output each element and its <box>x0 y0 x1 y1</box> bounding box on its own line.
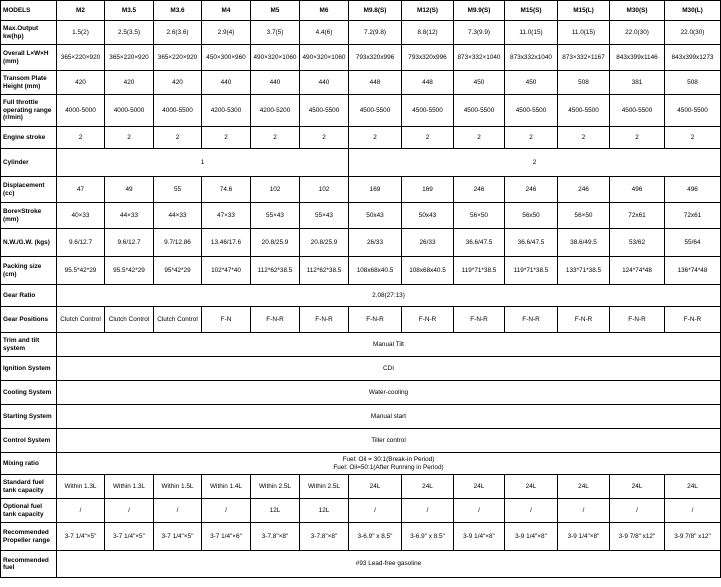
spec-cell: 381 <box>610 71 665 95</box>
spec-cell: / <box>349 499 402 523</box>
spec-cell: 3-7.8"×8" <box>251 523 300 551</box>
spec-cell: 136*74*48 <box>665 257 721 285</box>
spec-cell: 3-9 7/8" x12" <box>665 523 721 551</box>
spec-cell: 2 <box>558 127 610 149</box>
spec-cell: 3-7.8"×8" <box>300 523 349 551</box>
spec-label: Bore×Stroke (mm) <box>1 203 57 229</box>
spec-label: Max.Output kw(hp) <box>1 21 57 45</box>
spec-cell: F-N-R <box>505 307 558 333</box>
spec-cell: 3-7 1/4"×6" <box>202 523 251 551</box>
spec-cell: 9.6/12.7 <box>57 229 105 257</box>
spec-cell: Within 2.5L <box>300 475 349 499</box>
spec-row <box>1 21 721 45</box>
spec-cell: 3-9 1/4"×8" <box>454 523 505 551</box>
spec-label: Gear Positions <box>1 307 57 333</box>
model-header-m2: M2 <box>57 1 105 21</box>
spec-span-cell: Manual start <box>57 405 721 429</box>
spec-cell: Within 1.3L <box>105 475 154 499</box>
spec-cell: 843x399x1273 <box>665 45 721 71</box>
model-header-m3-6: M3.6 <box>154 1 202 21</box>
spec-label: Cooling System <box>1 381 57 405</box>
spec-cell: Within 1.3L <box>57 475 105 499</box>
spec-cell: 2.6(3.6) <box>154 21 202 45</box>
spec-cell: 793x320x996 <box>402 45 454 71</box>
spec-cell: 47×33 <box>202 203 251 229</box>
spec-cell: 22.0(30) <box>610 21 665 45</box>
model-header-m4: M4 <box>202 1 251 21</box>
spec-cell: 4500-5500 <box>610 95 665 127</box>
spec-cell: 112*62*38.5 <box>251 257 300 285</box>
spec-cell: 2 <box>610 127 665 149</box>
spec-cell: 2.5(3.5) <box>105 21 154 45</box>
spec-cell: 55 <box>154 177 202 203</box>
spec-cell: 4500-5500 <box>300 95 349 127</box>
model-header-m15-l: M15(L) <box>558 1 610 21</box>
spec-cell: Clutch Control <box>105 307 154 333</box>
spec-cell: 55/64 <box>665 229 721 257</box>
spec-body <box>1 21 721 578</box>
spec-cell: 440 <box>300 71 349 95</box>
model-header-m30-l: M30(L) <box>665 1 721 21</box>
spec-cell: 2 <box>300 127 349 149</box>
spec-label: Control System <box>1 429 57 453</box>
spec-cell: 50x43 <box>402 203 454 229</box>
model-header-m5: M5 <box>251 1 300 21</box>
spec-cell: 1.5(2) <box>57 21 105 45</box>
spec-cell: 36.6/47.5 <box>454 229 505 257</box>
spec-cell: 440 <box>251 71 300 95</box>
spec-cell: / <box>558 499 610 523</box>
spec-cell: / <box>402 499 454 523</box>
spec-cell: 11.0(15) <box>505 21 558 45</box>
spec-cell: 8.8(12) <box>402 21 454 45</box>
spec-cell: 12L <box>300 499 349 523</box>
spec-cell: 2 <box>454 127 505 149</box>
spec-label: Full throttle operating range (r/min) <box>1 95 57 127</box>
spec-row <box>1 229 721 257</box>
spec-cell: 102 <box>300 177 349 203</box>
spec-span-cell: Manual Tilt <box>57 333 721 357</box>
spec-cell: 3-9 1/4"×8" <box>505 523 558 551</box>
spec-label: Packing size (cm) <box>1 257 57 285</box>
model-header-m12-s: M12(S) <box>402 1 454 21</box>
spec-cell: 55×43 <box>300 203 349 229</box>
spec-cell: 24L <box>610 475 665 499</box>
spec-row <box>1 71 721 95</box>
spec-cell: 102 <box>251 177 300 203</box>
spec-cell: 7.2(9.8) <box>349 21 402 45</box>
spec-cell: 22.0(30) <box>665 21 721 45</box>
spec-cell: 496 <box>610 177 665 203</box>
spec-cell: 2.9(4) <box>202 21 251 45</box>
spec-cell: Within 2.5L <box>251 475 300 499</box>
spec-cell: 4000-5000 <box>105 95 154 127</box>
spec-row <box>1 257 721 285</box>
model-header-m30-s: M30(S) <box>610 1 665 21</box>
spec-cell: 3-9 7/8" x12" <box>610 523 665 551</box>
spec-cell: / <box>454 499 505 523</box>
spec-span-cell: Fuel: Oil = 30:1(Break-in Period) Fuel: Oil=50:1(After Running in Period) <box>57 453 721 475</box>
spec-cell: 36.6/47.5 <box>505 229 558 257</box>
spec-label: Starting System <box>1 405 57 429</box>
spec-cell: 365×220×920 <box>105 45 154 71</box>
spec-label: Standard fuel tank capacity <box>1 475 57 499</box>
spec-cell: 4000-5500 <box>154 95 202 127</box>
spec-cell: 420 <box>57 71 105 95</box>
spec-cell: 24L <box>505 475 558 499</box>
spec-cell: 4500-5500 <box>665 95 721 127</box>
spec-cell: 4000-5000 <box>57 95 105 127</box>
spec-cell: 2 <box>105 127 154 149</box>
spec-cell: 4200-5200 <box>251 95 300 127</box>
spec-cell: F-N-R <box>251 307 300 333</box>
spec-cell: 793x320x996 <box>349 45 402 71</box>
spec-cell: 119*71*38.5 <box>454 257 505 285</box>
spec-row <box>1 499 721 523</box>
spec-cell: F-N-R <box>300 307 349 333</box>
spec-cell: 4500-5500 <box>558 95 610 127</box>
spec-cell: 3-7 1/4"×5" <box>57 523 105 551</box>
spec-cell: 873×332×1167 <box>558 45 610 71</box>
spec-cell: 448 <box>349 71 402 95</box>
spec-cell: / <box>202 499 251 523</box>
spec-span-cell: CDI <box>57 357 721 381</box>
spec-cell: F-N-R <box>349 307 402 333</box>
spec-cell: 508 <box>558 71 610 95</box>
spec-cell: 3-7 1/4"×5" <box>105 523 154 551</box>
spec-row <box>1 95 721 127</box>
spec-cell: 169 <box>402 177 454 203</box>
spec-cell: 2 <box>402 127 454 149</box>
model-header-m6: M6 <box>300 1 349 21</box>
spec-cell: 3-7 1/4"×5" <box>154 523 202 551</box>
spec-cell: 450 <box>505 71 558 95</box>
spec-span-cell: 2 <box>349 149 721 177</box>
spec-cell: 2 <box>665 127 721 149</box>
spec-label: Displacement (cc) <box>1 177 57 203</box>
spec-cell: F-N-R <box>665 307 721 333</box>
spec-cell: / <box>665 499 721 523</box>
model-header-m9-8-s: M9.8(S) <box>349 1 402 21</box>
spec-cell: F-N-R <box>558 307 610 333</box>
spec-cell: F-N-R <box>610 307 665 333</box>
spec-cell: 365×220×920 <box>57 45 105 71</box>
spec-label: Overall L×W×H (mm) <box>1 45 57 71</box>
spec-cell: 49 <box>105 177 154 203</box>
spec-cell: 448 <box>402 71 454 95</box>
spec-label: Transom Plate Height (mm) <box>1 71 57 95</box>
spec-cell: 50x43 <box>349 203 402 229</box>
spec-row <box>1 405 721 429</box>
spec-cell: 26/33 <box>349 229 402 257</box>
spec-cell: 44×33 <box>154 203 202 229</box>
spec-cell: 450×300×960 <box>202 45 251 71</box>
model-header-m9-9-s: M9.9(S) <box>454 1 505 21</box>
model-header-m3-5: M3.5 <box>105 1 154 21</box>
spec-row <box>1 357 721 381</box>
spec-cell: 420 <box>105 71 154 95</box>
spec-cell: 124*74*48 <box>610 257 665 285</box>
spec-cell: 843x399x1146 <box>610 45 665 71</box>
spec-span-cell: 1 <box>57 149 349 177</box>
spec-cell: / <box>154 499 202 523</box>
spec-cell: 490×320×1060 <box>300 45 349 71</box>
spec-cell: F-N-R <box>402 307 454 333</box>
spec-cell: 420 <box>154 71 202 95</box>
spec-cell: 56×50 <box>558 203 610 229</box>
spec-cell: 3-9 1/4"×8" <box>558 523 610 551</box>
spec-row <box>1 429 721 453</box>
spec-cell: Within 1.5L <box>154 475 202 499</box>
spec-cell: 95.5*42*29 <box>57 257 105 285</box>
spec-cell: 4500-5500 <box>505 95 558 127</box>
spec-cell: / <box>105 499 154 523</box>
spec-cell: 24L <box>454 475 505 499</box>
spec-row <box>1 307 721 333</box>
spec-cell: 44×33 <box>105 203 154 229</box>
spec-cell: 873x332x1040 <box>505 45 558 71</box>
spec-cell: Clutch Control <box>57 307 105 333</box>
spec-cell: 365×220×920 <box>154 45 202 71</box>
spec-cell: 108x68x40.5 <box>402 257 454 285</box>
spec-cell: 24L <box>665 475 721 499</box>
spec-cell: 508 <box>665 71 721 95</box>
spec-cell: / <box>610 499 665 523</box>
spec-cell: 55×43 <box>251 203 300 229</box>
spec-row <box>1 551 721 578</box>
spec-span-cell: 2.08(27:13) <box>57 285 721 307</box>
spec-cell: 246 <box>505 177 558 203</box>
spec-cell: 20.8/25.9 <box>300 229 349 257</box>
spec-cell: F-N <box>202 307 251 333</box>
spec-cell: F-N-R <box>454 307 505 333</box>
spec-label: N.W./G.W. (kgs) <box>1 229 57 257</box>
spec-cell: 20.8/25.9 <box>251 229 300 257</box>
spec-row <box>1 453 721 475</box>
spec-label: Mixing ratio <box>1 453 57 475</box>
spec-cell: 2 <box>251 127 300 149</box>
spec-cell: 9.7/12.86 <box>154 229 202 257</box>
spec-row <box>1 45 721 71</box>
spec-cell: 112*62*38.5 <box>300 257 349 285</box>
spec-cell: 496 <box>665 177 721 203</box>
spec-row <box>1 333 721 357</box>
spec-cell: 3-6.9" x 8.5" <box>402 523 454 551</box>
spec-cell: 9.6/12.7 <box>105 229 154 257</box>
spec-cell: 440 <box>202 71 251 95</box>
spec-cell: 119*71*38.5 <box>505 257 558 285</box>
spec-label: Optional fuel tank capacity <box>1 499 57 523</box>
spec-row <box>1 381 721 405</box>
spec-cell: 2 <box>202 127 251 149</box>
spec-cell: 108x68x40.5 <box>349 257 402 285</box>
header-row <box>1 1 721 21</box>
spec-cell: 95*42*29 <box>154 257 202 285</box>
spec-cell: 72x61 <box>610 203 665 229</box>
spec-span-cell: Tiller control <box>57 429 721 453</box>
spec-cell: 246 <box>558 177 610 203</box>
spec-cell: 56×50 <box>454 203 505 229</box>
spec-cell: 4500-5500 <box>402 95 454 127</box>
spec-cell: 38.6/49.5 <box>558 229 610 257</box>
spec-cell: 26/33 <box>402 229 454 257</box>
spec-cell: 2 <box>349 127 402 149</box>
spec-span-cell: Water-cooling <box>57 381 721 405</box>
spec-span-cell: #93 Lead-free gasoline <box>57 551 721 578</box>
spec-cell: 24L <box>558 475 610 499</box>
spec-label: Ignition System <box>1 357 57 381</box>
spec-cell: 2 <box>505 127 558 149</box>
spec-cell: 24L <box>349 475 402 499</box>
spec-row <box>1 203 721 229</box>
spec-cell: 169 <box>349 177 402 203</box>
models-header: MODELS <box>1 1 57 21</box>
spec-cell: 40×33 <box>57 203 105 229</box>
spec-cell: 13.46/17.6 <box>202 229 251 257</box>
spec-label: Gear Ratio <box>1 285 57 307</box>
spec-cell: 7.3(9.9) <box>454 21 505 45</box>
model-header-m15-s: M15(S) <box>505 1 558 21</box>
spec-cell: 56x50 <box>505 203 558 229</box>
spec-cell: 450 <box>454 71 505 95</box>
spec-cell: 47 <box>57 177 105 203</box>
spec-cell: 4500-5500 <box>454 95 505 127</box>
spec-cell: 490×320×1060 <box>251 45 300 71</box>
spec-cell: 24L <box>402 475 454 499</box>
spec-cell: 12L <box>251 499 300 523</box>
spec-cell: 53/62 <box>610 229 665 257</box>
spec-row <box>1 285 721 307</box>
spec-row <box>1 149 721 177</box>
spec-cell: 873×332×1040 <box>454 45 505 71</box>
spec-cell: 74.6 <box>202 177 251 203</box>
spec-cell: 3.7(5) <box>251 21 300 45</box>
spec-cell: 95.5*42*29 <box>105 257 154 285</box>
spec-row <box>1 127 721 149</box>
spec-cell: / <box>505 499 558 523</box>
spec-row <box>1 177 721 203</box>
spec-cell: 11.0(15) <box>558 21 610 45</box>
spec-cell: 133*71*38.5 <box>558 257 610 285</box>
spec-cell: / <box>57 499 105 523</box>
spec-cell: 4.4(6) <box>300 21 349 45</box>
spec-cell: 102*47*40 <box>202 257 251 285</box>
spec-cell: 4500-5500 <box>349 95 402 127</box>
spec-cell: 3-6.9" x 8.5" <box>349 523 402 551</box>
spec-label: Cylinder <box>1 149 57 177</box>
spec-label: Engine stroke <box>1 127 57 149</box>
spec-label: Recommended Propeller range <box>1 523 57 551</box>
spec-label: Recommended fuel <box>1 551 57 578</box>
spec-row <box>1 475 721 499</box>
spec-cell: 246 <box>454 177 505 203</box>
spec-cell: 2 <box>154 127 202 149</box>
spec-cell: 2 <box>57 127 105 149</box>
spec-row <box>1 523 721 551</box>
spec-cell: Clutch Control <box>154 307 202 333</box>
spec-cell: Within 1.4L <box>202 475 251 499</box>
spec-label: Trim and tilt system <box>1 333 57 357</box>
spec-cell: 72x61 <box>665 203 721 229</box>
spec-cell: 4200-5300 <box>202 95 251 127</box>
